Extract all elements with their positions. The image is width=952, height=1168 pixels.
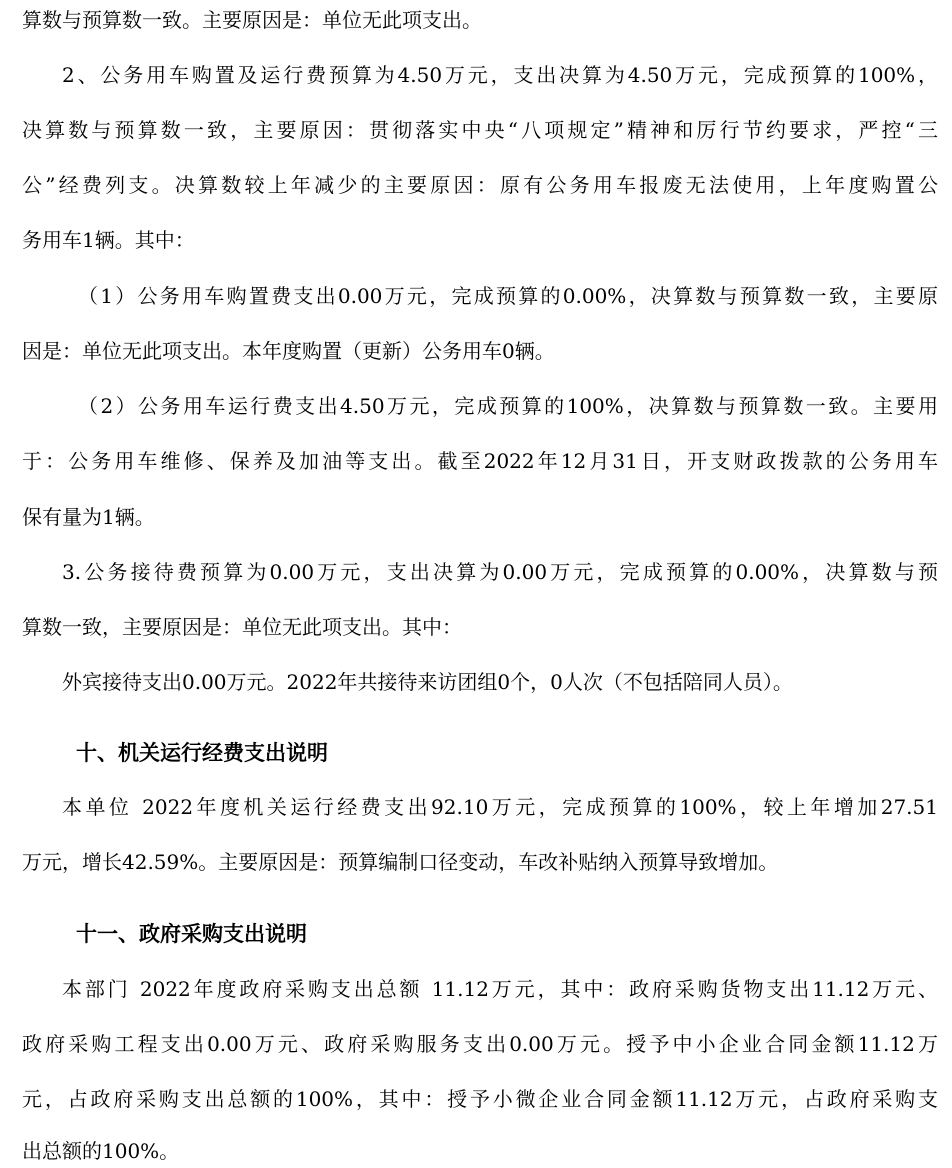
paragraph-line: 算数一致，主要原因是：单位无此项支出。其中： xyxy=(22,615,462,639)
paragraph-line: 决算数与预算数一致，主要原因：贯彻落实中央“八项规定”精神和厉行节约要求，严控“三 xyxy=(22,118,938,142)
section-heading: 十、机关运行经费支出说明 xyxy=(76,741,328,765)
paragraph-line: 本部门 2022年度政府采购支出总额 11.12万元，其中：政府采购货物支出11.12万元、 xyxy=(62,977,938,1001)
paragraph-line: 因是：单位无此项支出。本年度购置（更新）公务用车0辆。 xyxy=(22,339,555,363)
paragraph-line: 元，占政府采购支出总额的100%，其中：授予小微企业合同金额11.12万元，占政府采购支 xyxy=(22,1087,938,1111)
paragraph-line: （1）公务用车购置费支出0.00万元，完成预算的0.00%，决算数与预算数一致，主要原 xyxy=(78,284,938,308)
section-heading: 十一、政府采购支出说明 xyxy=(76,922,307,946)
paragraph-line: 公”经费列支。决算数较上年减少的主要原因：原有公务用车报废无法使用，上年度购置公 xyxy=(22,173,938,197)
paragraph-line: （2）公务用车运行费支出4.50万元，完成预算的100%，决算数与预算数一致。主要用 xyxy=(78,394,938,418)
paragraph-line: 3.公务接待费预算为0.00万元，支出决算为0.00万元，完成预算的0.00%，决算数与预 xyxy=(62,560,938,584)
paragraph-line: 保有量为1辆。 xyxy=(22,505,155,529)
paragraph-line: 本单位 2022年度机关运行经费支出92.10万元，完成预算的100%，较上年增加27.51 xyxy=(62,795,938,819)
paragraph-line: 外宾接待支出0.00万元。2022年共接待来访团组0个，0人次（不包括陪同人员）。 xyxy=(62,670,793,694)
paragraph-line: 出总额的100%。 xyxy=(22,1139,180,1163)
paragraph-line: 2、公务用车购置及运行费预算为4.50万元，支出决算为4.50万元，完成预算的100%， xyxy=(62,63,938,87)
paragraph-line: 万元，增长42.59%。主要原因是：预算编制口径变动，车改补贴纳入预算导致增加。 xyxy=(22,850,779,874)
paragraph-line: 于：公务用车维修、保养及加油等支出。截至2022年12月31日，开支财政拨款的公务用车 xyxy=(22,449,938,473)
paragraph-line: 算数与预算数一致。主要原因是：单位无此项支出。 xyxy=(22,8,482,32)
paragraph-line: 政府采购工程支出0.00万元、政府采购服务支出0.00万元。授予中小企业合同金额11.12万 xyxy=(22,1032,938,1056)
paragraph-line: 务用车1辆。其中： xyxy=(22,228,195,252)
